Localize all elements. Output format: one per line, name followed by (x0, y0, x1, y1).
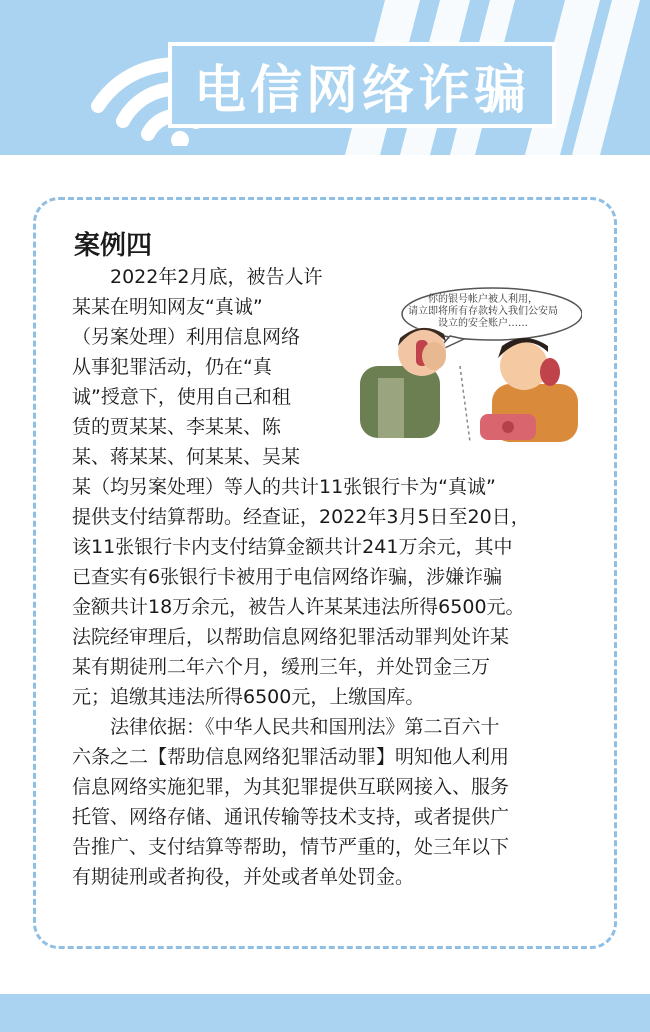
body-line: 某（均另案处理）等人的共计11张银行卡为“真诚” (72, 476, 496, 498)
body-line: 提供支付结算帮助。经查证，2022年3月5日至20日， (72, 506, 530, 528)
body-line: （另案处理）利用信息网络 (72, 326, 301, 348)
speech-line: 设立的安全账户…… (438, 318, 528, 329)
body-line: 法院经审理后，以帮助信息网络犯罪活动罪判处许某 (72, 626, 510, 648)
case-title: 案例四 (74, 231, 153, 261)
body-line: 从事犯罪活动，仍在“真 (72, 356, 272, 378)
page-title: 电信网络诈骗 (193, 60, 530, 121)
body-line: 赁的贾某某、李某某、陈 (72, 416, 282, 438)
body-line: 法律依据：《中华人民共和国刑法》第二百六十 (72, 716, 500, 738)
speech-line: 你的银号帐户被人利用， (428, 294, 538, 305)
body-line: 金额共计18万余元，被告人许某某违法所得6500元。 (72, 596, 525, 618)
body-line: 某、蒋某某、何某某、吴某 (72, 446, 301, 468)
body-line: 托管、网络存储、通讯传输等技术支持，或者提供广 (72, 806, 510, 828)
body-line: 信息网络实施犯罪，为其犯罪提供互联网接入、服务 (72, 776, 510, 798)
body-line: 告推广、支付结算等帮助，情节严重的，处三年以下 (72, 836, 510, 858)
body-line: 某某在明知网友“真诚” (72, 296, 263, 318)
body-line: 某有期徒刑二年六个月，缓刑三年，并处罚金三万 (72, 656, 491, 678)
body-line: 有期徒刑或者拘役，并处或者单处罚金。 (72, 866, 415, 888)
header-banner (0, 0, 650, 155)
title-box (168, 42, 556, 128)
body-line: 该11张银行卡内支付结算金额共计241万余元，其中 (72, 536, 513, 558)
footer-band (0, 994, 650, 1032)
body-line: 元；追缴其违法所得6500元，上缴国库。 (72, 686, 425, 708)
speech-line: 请立即将所有存款转入我们公安局 (408, 306, 558, 317)
case-body (72, 262, 584, 892)
body-line: 六条之二【帮助信息网络犯罪活动罪】明知他人利用 (72, 746, 510, 768)
body-line: 2022年2月底，被告人许 (72, 266, 323, 288)
body-line: 诚”授意下，使用自己和租 (72, 386, 291, 408)
body-line: 已查实有6张银行卡被用于电信网络诈骗，涉嫌诈骗 (72, 566, 503, 588)
